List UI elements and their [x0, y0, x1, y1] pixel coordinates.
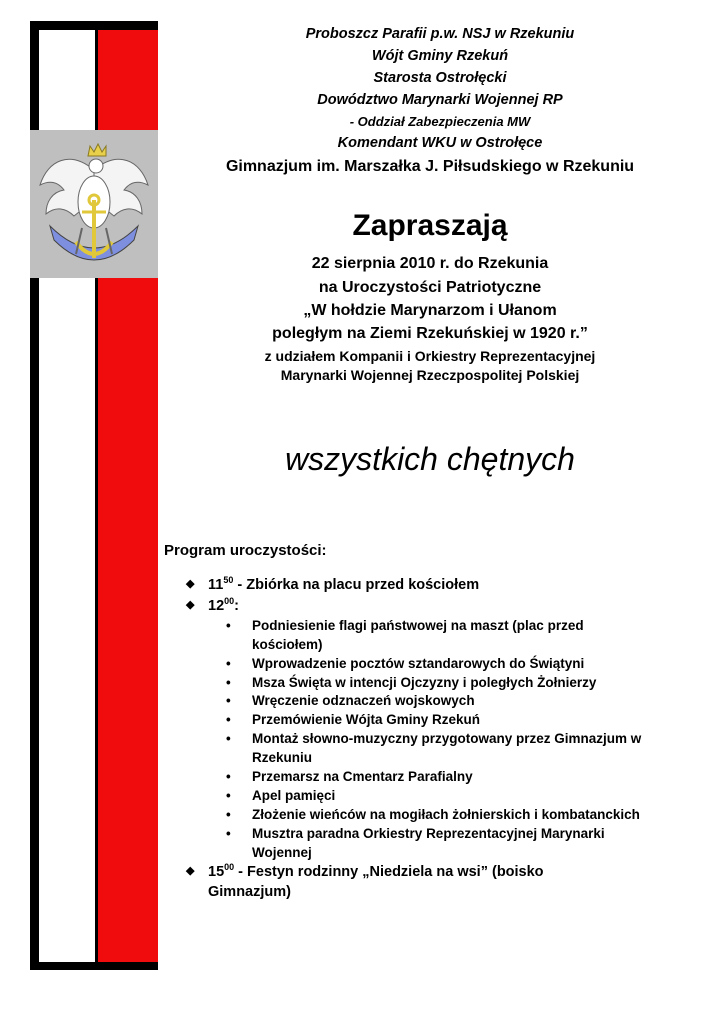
diamond-bullet-icon: ◆ [186, 864, 195, 877]
page-title: Zapraszają [352, 209, 508, 242]
sub-item-text: Montaż słowno-muzyczny przygotowany przez Gimnazjum w Rzekuniu [252, 731, 642, 765]
sub-item-text: Złożenie wieńców na mogiłach żołnierskich i kombatanckich [252, 807, 640, 822]
sub-item-standards [226, 654, 696, 673]
header-line-parish: Proboszcz Parafii p.w. NSJ w Rzekuniu [305, 26, 575, 42]
invited-everyone: wszystkich chętnych [285, 441, 575, 477]
sub-bullet-icon: • [226, 788, 231, 803]
flag-top-border [30, 21, 158, 30]
program-item-1200 [186, 596, 239, 614]
school-name: Gimnazjum im. Marszałka J. Piłsudskiego w Rzekuniu [225, 158, 635, 175]
sub-item-march [226, 767, 696, 786]
sub-item-decorations [226, 691, 696, 710]
sub-item-text: Przemarsz na Cmentarz Parafialny [252, 769, 473, 784]
sub-bullet-icon: • [226, 675, 231, 690]
event-name: na Uroczystości Patriotyczne [318, 279, 542, 296]
sub-bullet-icon: • [226, 693, 231, 708]
sub-bullet-icon: • [226, 807, 231, 822]
diamond-bullet-icon: ◆ [186, 598, 195, 611]
program-item-minutes: 00 [224, 596, 235, 606]
sub-bullet-icon: • [226, 618, 231, 633]
program-item-hour: 11 [208, 576, 224, 593]
sub-item-text: Musztra paradna Orkiestry Reprezentacyjnej Marynarki Wojennej [252, 826, 605, 860]
sub-item-speech [226, 710, 696, 729]
event-participants-line1: z udziałem Kompanii i Orkiestry Reprezentacyjnej [264, 348, 596, 364]
header-line-mayor: Wójt Gminy Rzekuń [371, 48, 509, 64]
sub-item-mass [226, 673, 696, 692]
program-item-1150 [186, 575, 479, 593]
program-item-minutes: 50 [223, 575, 234, 585]
event-motto-line1: „W hołdzie Marynarzom i Ułanom [303, 302, 557, 319]
program-item-hour: 12 [208, 597, 225, 614]
program-heading: Program uroczystości: [164, 542, 327, 559]
sub-bullet-icon: • [226, 731, 231, 746]
header-line-wku: Komendant WKU w Ostrołęce [337, 135, 543, 151]
sub-item-montage [226, 729, 696, 767]
sub-item-text: Wprowadzenie pocztów sztandarowych do Świątyni [252, 656, 585, 671]
sub-bullet-icon: • [226, 656, 231, 671]
sub-bullet-icon: • [226, 769, 231, 784]
diamond-bullet-icon: ◆ [186, 577, 195, 590]
flag-bottom-border [30, 962, 158, 970]
event-motto-line2: poległym na Ziemi Rzekuńskiej w 1920 r.” [272, 325, 588, 342]
sub-item-text: Apel pamięci [252, 788, 336, 803]
program-item-1500-continuation: Gimnazjum) [208, 884, 291, 900]
program-item-minutes: 00 [224, 862, 235, 872]
sub-item-text: Podniesienie flagi państwowej na maszt (plac przed kościołem) [252, 618, 584, 652]
sub-item-text: Przemówienie Wójta Gminy Rzekuń [252, 712, 481, 727]
sub-item-drill [226, 824, 696, 862]
sub-item-wreaths [226, 805, 696, 824]
header-line-navy-command: Dowództwo Marynarki Wojennej RP [317, 92, 563, 108]
sub-bullet-icon: • [226, 826, 231, 841]
header-line-navy-unit: - Oddział Zabezpieczenia MW [349, 114, 531, 129]
navy-eagle-emblem [30, 130, 158, 278]
sub-bullet-icon: • [226, 712, 231, 727]
sub-item-text: Msza Święta w intencji Ojczyzny i poległych Żołnierzy [252, 675, 597, 690]
program-item-text: : [234, 597, 239, 614]
program-item-1500 [186, 862, 544, 880]
header-line-starost: Starosta Ostrołęcki [373, 70, 507, 86]
sub-item-flag-raising [226, 616, 696, 654]
event-participants-line2: Marynarki Wojennej Rzeczpospolitej Polskiej [280, 367, 580, 383]
program-item-hour: 15 [208, 863, 225, 880]
program-item-text: - Festyn rodzinny „Niedziela na wsi” (boisko [234, 863, 544, 880]
program-item-text: - Zbiórka na placu przed kościołem [233, 576, 480, 593]
sub-item-roll-call [226, 786, 696, 805]
event-date: 22 sierpnia 2010 r. do Rzekunia [311, 255, 549, 272]
sub-item-text: Wręczenie odznaczeń wojskowych [252, 693, 475, 708]
